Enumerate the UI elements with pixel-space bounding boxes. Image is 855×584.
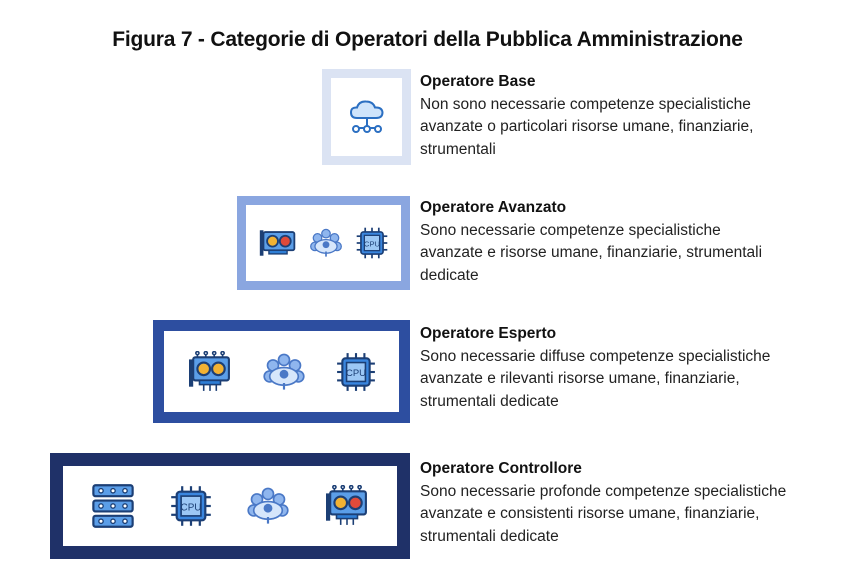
level-1-line-1: Non sono necessarie competenze specialistiche bbox=[420, 95, 751, 113]
level-3-line-1: Sono necessarie diffuse competenze specialistiche bbox=[420, 347, 771, 365]
svg-text:CPU: CPU bbox=[180, 502, 202, 514]
graphics-card-icon bbox=[323, 485, 371, 527]
cpu-chip-icon bbox=[355, 226, 389, 260]
level-3-line-2: avanzate e rilevanti risorse umane, finanziarie, bbox=[420, 370, 740, 387]
level-4-frame bbox=[50, 453, 410, 559]
level-2-name: Operatore Avanzato bbox=[420, 199, 567, 216]
figure-title: Figura 7 - Categorie di Operatori della Pubblica Amministrazione bbox=[112, 28, 743, 51]
level-3-line-3: strumentali dedicate bbox=[420, 392, 559, 410]
cloud-gear-icon bbox=[261, 350, 307, 394]
svg-text:CPU: CPU bbox=[346, 367, 367, 379]
cloud-gear-icon bbox=[309, 226, 343, 260]
cloud-gear-icon bbox=[245, 484, 291, 528]
graphics-card-icon bbox=[258, 226, 298, 260]
cpu-chip-icon bbox=[169, 484, 213, 528]
level-4-line-2: avanzate e consistenti risorse umane, finanziarie, bbox=[420, 505, 760, 522]
level-2-description bbox=[420, 197, 840, 287]
level-4-line-1: Sono necessarie profonde competenze specialistiche bbox=[420, 482, 787, 500]
level-2-frame bbox=[237, 196, 410, 290]
cloud-network-icon bbox=[347, 97, 387, 137]
level-3-name: Operatore Esperto bbox=[420, 325, 557, 342]
level-3-frame bbox=[153, 320, 410, 423]
level-1-description bbox=[420, 71, 840, 161]
svg-text:CPU: CPU bbox=[364, 239, 381, 249]
level-4-description bbox=[420, 458, 840, 548]
level-1-line-3: strumentali bbox=[420, 140, 496, 158]
level-2-line-2: avanzate e risorse umane, finanziarie, strumentali bbox=[420, 244, 763, 261]
level-2-line-3: dedicate bbox=[420, 266, 479, 284]
level-4-name: Operatore Controllore bbox=[420, 460, 582, 477]
level-1-frame bbox=[322, 69, 411, 165]
cpu-chip-icon bbox=[335, 351, 377, 393]
level-1-line-2: avanzate o particolari risorse umane, finanziarie, bbox=[420, 118, 754, 135]
graphics-card-icon bbox=[186, 351, 234, 393]
level-4-line-3: strumentali dedicate bbox=[420, 527, 559, 545]
level-1-name: Operatore Base bbox=[420, 73, 536, 90]
level-2-line-1: Sono necessarie competenze specialistiche bbox=[420, 221, 721, 239]
server-rack-icon bbox=[89, 482, 137, 530]
level-3-description bbox=[420, 323, 840, 413]
